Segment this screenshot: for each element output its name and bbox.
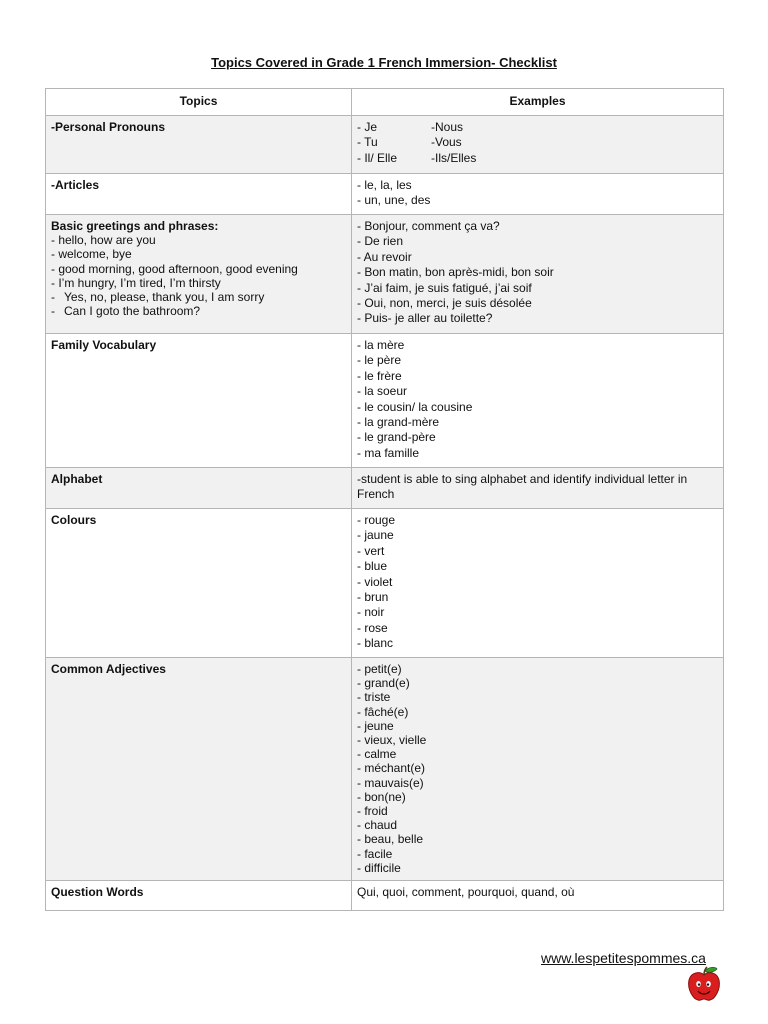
example-line: - De rien bbox=[357, 234, 404, 249]
example-line: Qui, quoi, comment, pourquoi, quand, où bbox=[357, 885, 575, 899]
example-line: - jeune bbox=[357, 718, 394, 733]
example-line: - bon(ne) bbox=[357, 789, 406, 804]
example-line: - chaud bbox=[357, 818, 398, 833]
example-line: - grand(e) bbox=[357, 676, 410, 691]
examples-cell bbox=[352, 334, 724, 468]
example-line: - calme bbox=[357, 747, 397, 762]
topic-line-text: Yes, no, please, thank you, I am sorry bbox=[64, 290, 265, 305]
header-topics: Topics bbox=[46, 89, 352, 116]
example-line: - facile bbox=[357, 846, 393, 861]
header-examples: Examples bbox=[352, 89, 724, 116]
table-row bbox=[46, 881, 724, 911]
example-line: - la grand-mère bbox=[357, 415, 440, 430]
pronoun: -Nous bbox=[431, 120, 464, 134]
table-row bbox=[46, 116, 724, 174]
table-row bbox=[46, 174, 724, 215]
example-line: - la mère bbox=[357, 338, 405, 352]
topic-cell bbox=[46, 881, 352, 911]
example-line: - rose bbox=[357, 620, 388, 635]
topic-line: - good morning, good afternoon, good evening bbox=[51, 261, 298, 276]
topic-title: -Personal Pronouns bbox=[51, 120, 166, 134]
example-line: - le frère bbox=[357, 368, 402, 383]
topic-title: -Articles bbox=[51, 178, 100, 192]
table-row bbox=[46, 658, 724, 881]
website-link[interactable]: www.lespetitespommes.ca bbox=[541, 950, 706, 966]
example-line: - violet bbox=[357, 574, 393, 589]
examples-cell bbox=[352, 658, 724, 881]
example-line: - le père bbox=[357, 353, 402, 368]
example-line: - Au revoir bbox=[357, 249, 412, 264]
example-line: - la soeur bbox=[357, 384, 408, 399]
example-line: - froid bbox=[357, 804, 388, 819]
example-line: - le, la, les bbox=[357, 178, 412, 192]
topic-title: Question Words bbox=[51, 885, 144, 899]
header-row bbox=[46, 89, 724, 116]
examples-cell bbox=[352, 174, 724, 215]
dash-marker: - bbox=[51, 304, 55, 319]
topic-cell bbox=[46, 468, 352, 509]
example-line: - vert bbox=[357, 543, 385, 558]
checklist-table bbox=[45, 88, 724, 911]
pronoun: - Je bbox=[357, 120, 378, 134]
examples-cell bbox=[352, 468, 724, 509]
example-line: - Bon matin, bon après-midi, bon soir bbox=[357, 265, 554, 280]
example-line: - le cousin/ la cousine bbox=[357, 399, 473, 414]
example-line: - petit(e) bbox=[357, 662, 402, 676]
topic-cell bbox=[46, 658, 352, 881]
topic-line bbox=[51, 304, 346, 318]
example-line: - beau, belle bbox=[357, 832, 424, 847]
pronoun-grid bbox=[357, 120, 718, 166]
dash-marker: - bbox=[51, 290, 55, 305]
topic-cell bbox=[46, 334, 352, 468]
example-line: -student is able to sing alphabet and identify individual letter in bbox=[357, 472, 688, 486]
topic-line: - hello, how are you bbox=[51, 233, 156, 248]
topic-cell bbox=[46, 509, 352, 658]
example-line: - jaune bbox=[357, 528, 394, 543]
example-line: - vieux, vielle bbox=[357, 733, 427, 748]
example-line: - un, une, des bbox=[357, 193, 431, 208]
topic-line: - I’m hungry, I’m tired, I’m thirsty bbox=[51, 275, 221, 290]
example-line: - Oui, non, merci, je suis désolée bbox=[357, 296, 532, 311]
example-line: - mauvais(e) bbox=[357, 775, 424, 790]
topic-line: - welcome, bye bbox=[51, 247, 132, 262]
example-line: - triste bbox=[357, 690, 391, 705]
example-line: - le grand-père bbox=[357, 430, 436, 445]
table-row bbox=[46, 215, 724, 334]
example-line: - Puis- je aller au toilette? bbox=[357, 311, 493, 326]
topic-title: Basic greetings and phrases: bbox=[51, 219, 219, 233]
topic-title: Common Adjectives bbox=[51, 662, 166, 676]
topic-cell bbox=[46, 174, 352, 215]
example-line: - fâché(e) bbox=[357, 704, 409, 719]
examples-cell bbox=[352, 215, 724, 334]
page-title: Topics Covered in Grade 1 French Immersion- Checklist bbox=[211, 55, 557, 70]
topic-title: Alphabet bbox=[51, 472, 103, 486]
pronoun: -Vous bbox=[431, 135, 462, 150]
pronoun: - Tu bbox=[357, 135, 378, 150]
pronoun: -Ils/Elles bbox=[431, 150, 477, 165]
topic-cell bbox=[46, 215, 352, 334]
table-row bbox=[46, 468, 724, 509]
example-line: - rouge bbox=[357, 513, 396, 527]
topic-cell bbox=[46, 116, 352, 174]
example-line: - ma famille bbox=[357, 445, 420, 460]
example-line: - blue bbox=[357, 559, 388, 574]
example-line: - J’ai faim, je suis fatigué, j’ai soif bbox=[357, 280, 532, 295]
topic-line-text: Can I goto the bathroom? bbox=[64, 304, 201, 319]
example-line: - Bonjour, comment ça va? bbox=[357, 219, 500, 233]
examples-cell bbox=[352, 509, 724, 658]
table-row bbox=[46, 509, 724, 658]
examples-cell bbox=[352, 116, 724, 174]
example-line: - difficile bbox=[357, 860, 401, 875]
example-line: - brun bbox=[357, 590, 389, 605]
topic-line bbox=[51, 290, 346, 304]
topic-title: Family Vocabulary bbox=[51, 338, 157, 352]
table-row bbox=[46, 334, 724, 468]
pronoun: - Il/ Elle bbox=[357, 150, 398, 165]
example-line: - noir bbox=[357, 605, 385, 620]
topic-title: Colours bbox=[51, 513, 97, 527]
example-line: - méchant(e) bbox=[357, 761, 426, 776]
example-line: French bbox=[357, 487, 395, 502]
apple-icon bbox=[686, 965, 722, 1003]
examples-cell bbox=[352, 881, 724, 911]
example-line: - blanc bbox=[357, 636, 394, 651]
